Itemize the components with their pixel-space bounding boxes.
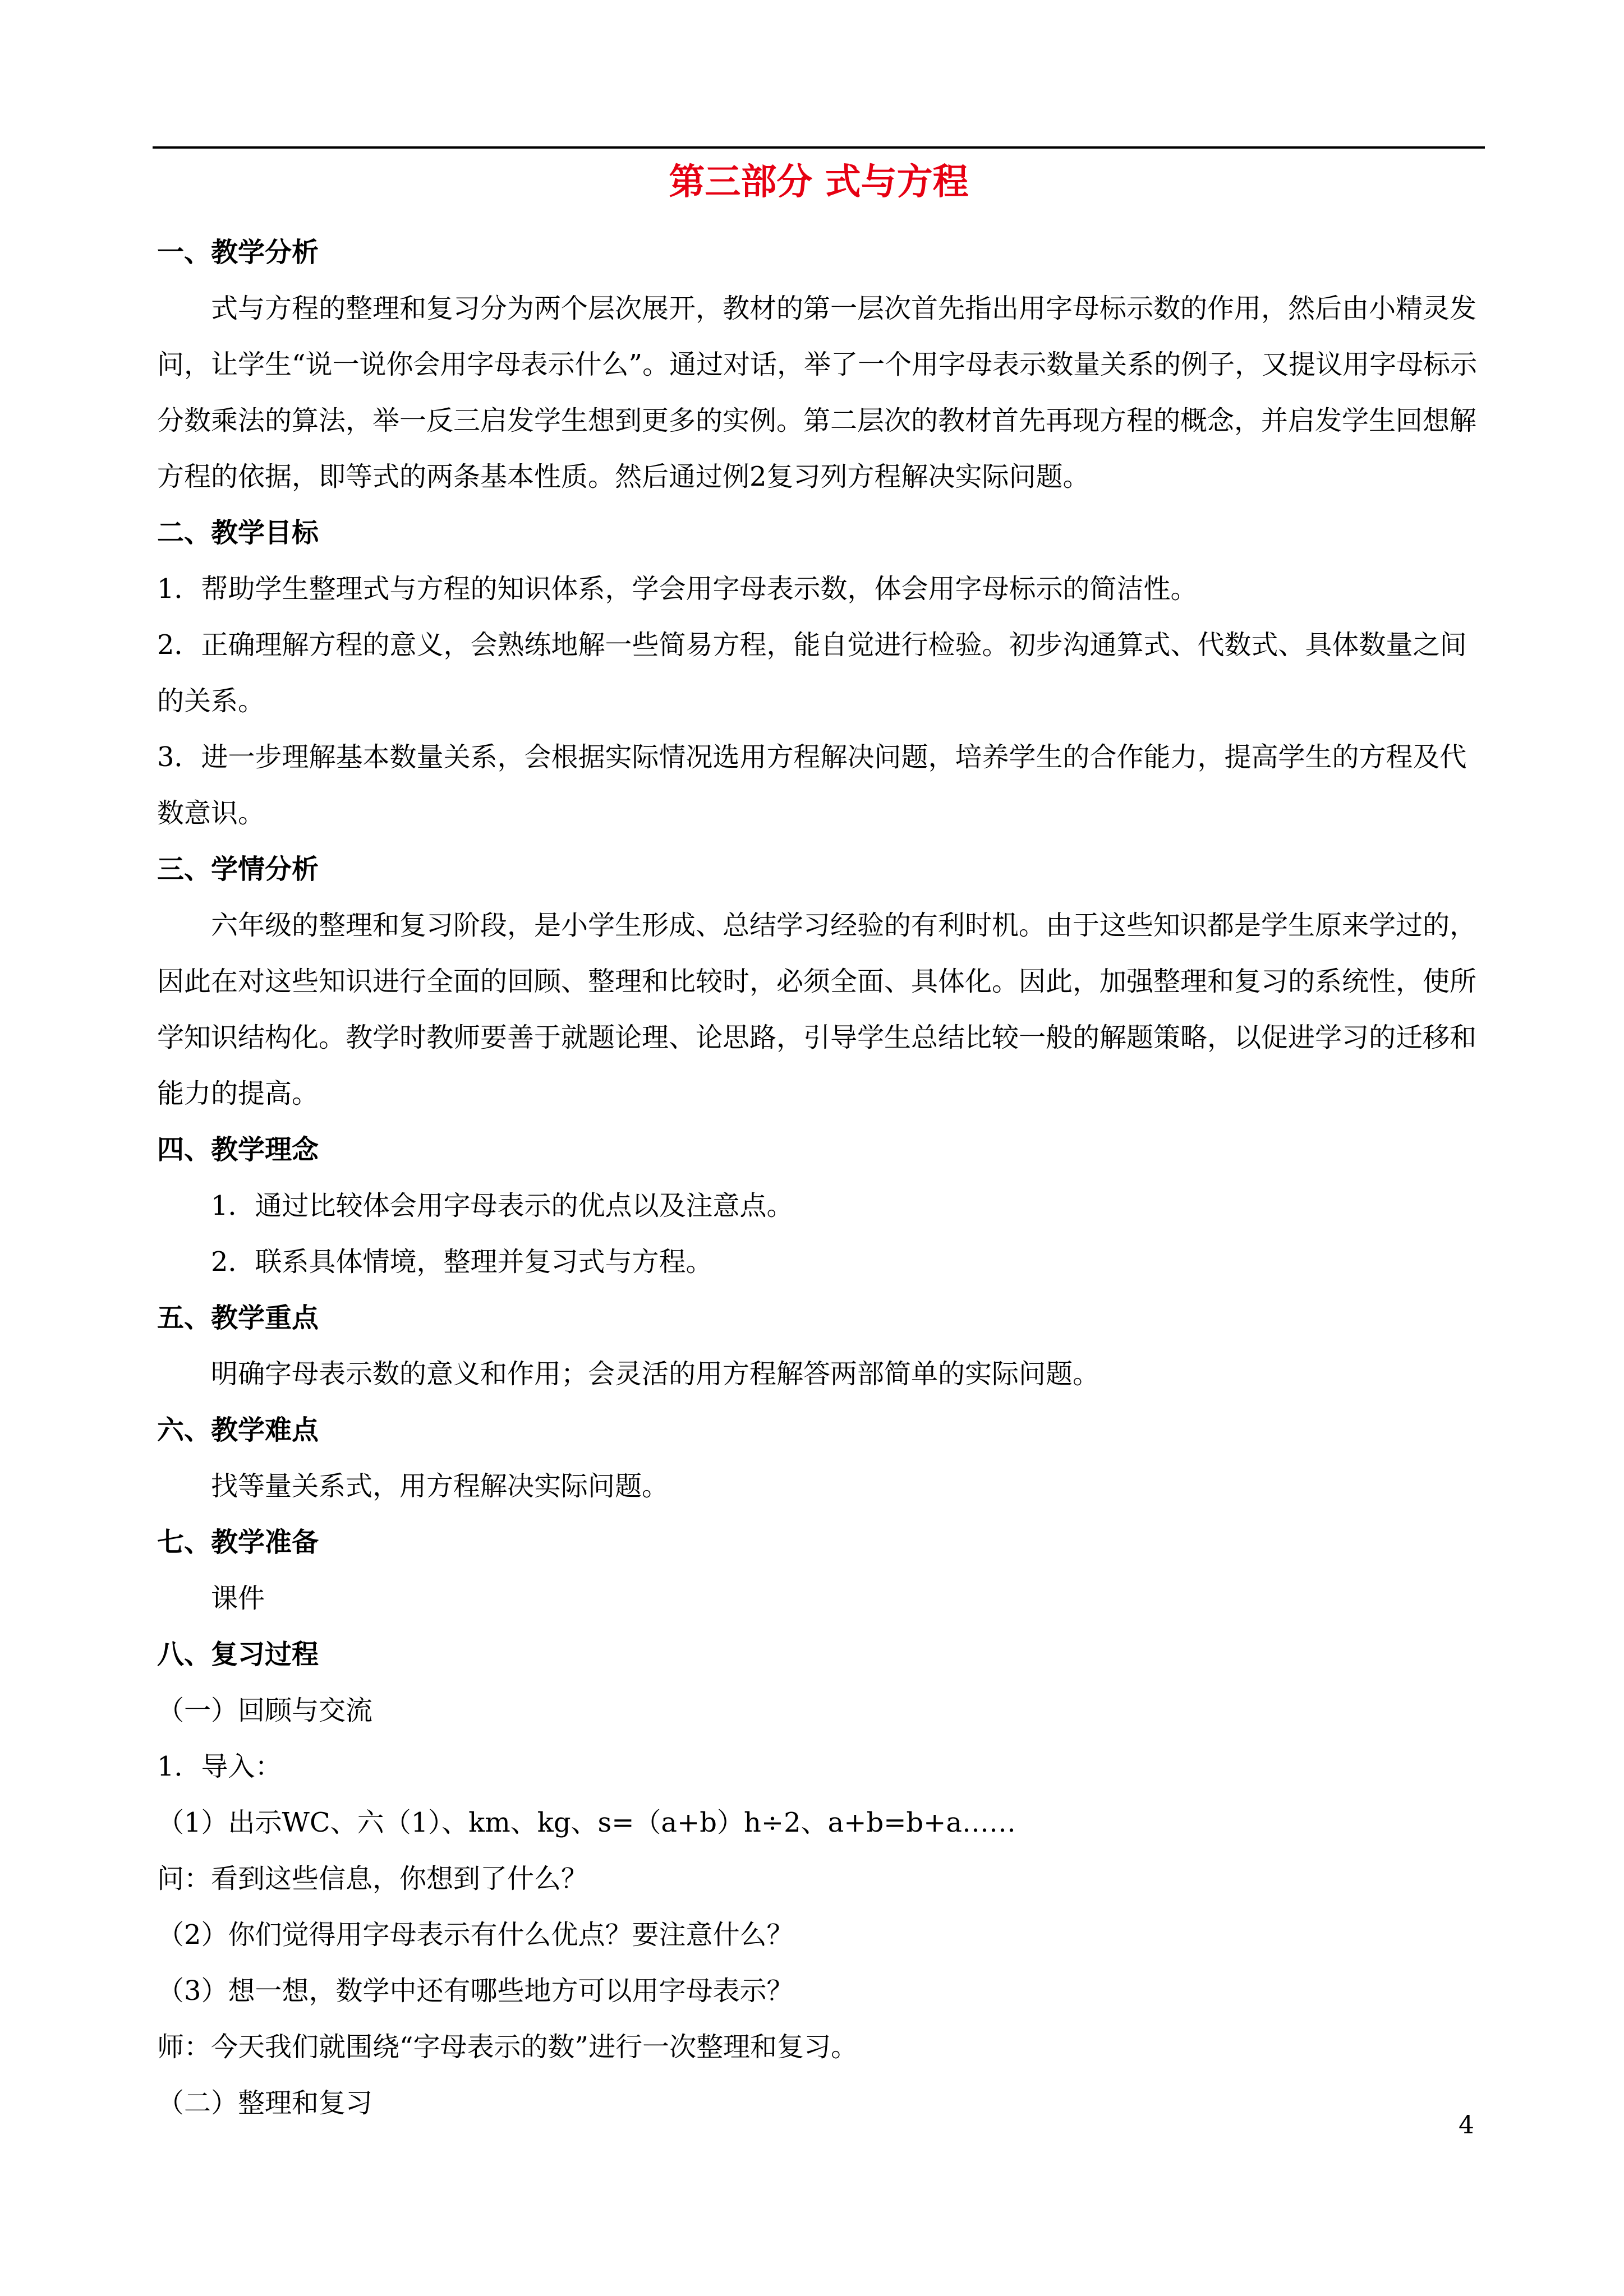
process-line: （3）想一想，数学中还有哪些地方可以用字母表示？ [157,1975,794,2007]
concept-item: 1．通过比较体会用字母表示的优点以及注意点。 [211,1190,794,1221]
section-heading-preparation: 七、教学准备 [157,1527,319,1558]
difficulties-text: 找等量关系式，用方程解决实际问题。 [211,1470,669,1502]
page-title: 第三部分 式与方程 [669,161,969,203]
section-heading-process: 八、复习过程 [157,1639,319,1670]
section-heading-analysis: 一、教学分析 [157,237,319,268]
section-heading-goals: 二、教学目标 [157,517,319,548]
goal-item: 1．帮助学生整理式与方程的知识体系，学会用字母表示数，体会用字母标示的简洁性。 [157,573,1198,605]
process-line: （1）出示WC、六（1）、km、kg、s=（a+b）h÷2、a+b=b+a…… [157,1807,1016,1838]
process-line: 1．导入： [157,1751,282,1782]
header-rule [153,146,1485,149]
process-line: （一）回顾与交流 [157,1695,373,1726]
goal-item: 3．进一步理解基本数量关系，会根据实际情况选用方程解决问题，培养学生的合作能力，提高学生的方程及代数意识。 [157,741,1467,829]
section-heading-concept: 四、教学理念 [157,1134,319,1165]
concept-item: 2．联系具体情境，整理并复习式与方程。 [211,1246,713,1278]
process-line: 师：今天我们就围绕“字母表示的数”进行一次整理和复习。 [157,2031,858,2063]
situation-paragraph: 六年级的整理和复习阶段，是小学生形成、总结学习经验的有利时机。由于这些知识都是学生原来学过的，因此在对这些知识进行全面的回顾、整理和比较时，必须全面、具体化。因此，加强整理和复习的系统性，使所学知识结构化。教学时教师要善于就题论理、论思路，引导学生总结比较一般的解题策略，以促进学习的迁移和能力的提高。 [157,910,1477,1109]
section-heading-situation: 三、学情分析 [157,854,319,885]
process-line: （2）你们觉得用字母表示有什么优点？要注意什么？ [157,1919,794,1951]
process-line: （二）整理和复习 [157,2087,373,2119]
goal-item: 2．正确理解方程的意义，会熟练地解一些简易方程，能自觉进行检验。初步沟通算式、代数式、具体数量之间的关系。 [157,629,1467,717]
section-heading-difficulties: 六、教学难点 [157,1414,319,1446]
process-line: 问：看到这些信息，你想到了什么？ [157,1863,588,1894]
document-body [157,224,1481,2131]
key-points-text: 明确字母表示数的意义和作用；会灵活的用方程解答两部简单的实际问题。 [211,1358,1100,1390]
page-number: 4 [1459,2111,1474,2140]
preparation-text: 课件 [211,1583,265,1614]
analysis-paragraph: 式与方程的整理和复习分为两个层次展开，教材的第一层次首先指出用字母标示数的作用，然后由小精灵发问，让学生“说一说你会用字母表示什么”。通过对话，举了一个用字母表示数量关系的例子，又提议用字母标示分数乘法的算法，举一反三启发学生想到更多的实例。第二层次的教材首先再现方程的概念，并启发学生回想解方程的依据，即等式的两条基本性质。然后通过例2复习列方程解决实际问题。 [157,293,1478,492]
section-heading-key-points: 五、教学重点 [157,1302,319,1334]
